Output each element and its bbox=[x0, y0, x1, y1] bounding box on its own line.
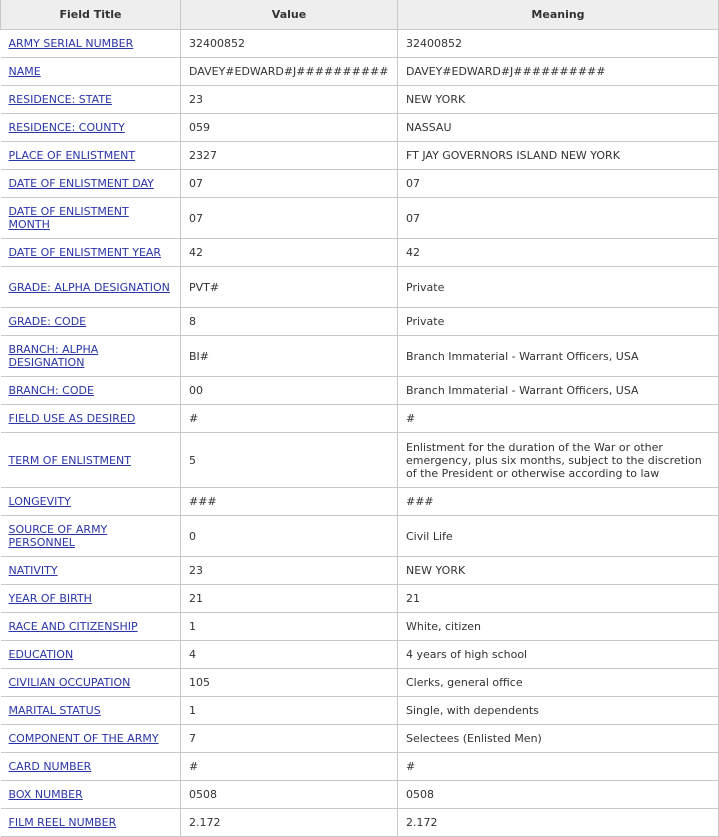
table-row bbox=[1, 557, 719, 585]
table-row bbox=[1, 239, 719, 267]
meaning-cell: # bbox=[398, 405, 719, 433]
table-row bbox=[1, 377, 719, 405]
value-cell: PVT# bbox=[181, 267, 398, 308]
field-title-link[interactable]: FIELD USE AS DESIRED bbox=[8, 412, 136, 425]
field-title-cell bbox=[1, 809, 181, 837]
table-row bbox=[1, 336, 719, 377]
meaning-cell: Civil Life bbox=[398, 516, 719, 557]
table-row bbox=[1, 585, 719, 613]
field-title-cell bbox=[1, 308, 181, 336]
field-title-cell bbox=[1, 86, 181, 114]
table-row bbox=[1, 488, 719, 516]
field-title-link[interactable]: DATE OF ENLISTMENT DAY bbox=[8, 177, 154, 190]
meaning-cell: # bbox=[398, 753, 719, 781]
meaning-cell: FT JAY GOVERNORS ISLAND NEW YORK bbox=[398, 142, 719, 170]
field-title-cell bbox=[1, 516, 181, 557]
table-row bbox=[1, 58, 719, 86]
value-cell: BI# bbox=[181, 336, 398, 377]
value-cell: 07 bbox=[181, 170, 398, 198]
value-cell: 7 bbox=[181, 725, 398, 753]
field-title-cell bbox=[1, 30, 181, 58]
field-title-cell bbox=[1, 488, 181, 516]
field-title-link[interactable]: DATE OF ENLISTMENT YEAR bbox=[8, 246, 162, 259]
field-title-link[interactable]: EDUCATION bbox=[8, 648, 74, 661]
table-row bbox=[1, 30, 719, 58]
value-cell: 23 bbox=[181, 86, 398, 114]
field-title-cell bbox=[1, 725, 181, 753]
table-row bbox=[1, 433, 719, 488]
table-row bbox=[1, 267, 719, 308]
field-title-cell bbox=[1, 557, 181, 585]
field-title-cell bbox=[1, 433, 181, 488]
meaning-cell: NEW YORK bbox=[398, 557, 719, 585]
value-cell: 32400852 bbox=[181, 30, 398, 58]
value-cell: 2.172 bbox=[181, 809, 398, 837]
field-title-link[interactable]: CIVILIAN OCCUPATION bbox=[8, 676, 131, 689]
table-row bbox=[1, 86, 719, 114]
field-title-link[interactable]: BOX NUMBER bbox=[8, 788, 83, 801]
field-title-link[interactable]: PLACE OF ENLISTMENT bbox=[8, 149, 136, 162]
field-title-cell bbox=[1, 697, 181, 725]
value-cell: 0 bbox=[181, 516, 398, 557]
meaning-cell: Branch Immaterial - Warrant Officers, USA bbox=[398, 336, 719, 377]
field-title-link[interactable]: SOURCE OF ARMY PERSONNEL bbox=[8, 523, 108, 549]
meaning-cell: 07 bbox=[398, 170, 719, 198]
field-title-link[interactable]: NAME bbox=[8, 65, 41, 78]
field-title-cell bbox=[1, 753, 181, 781]
meaning-cell: White, citizen bbox=[398, 613, 719, 641]
table-row bbox=[1, 516, 719, 557]
meaning-cell: 0508 bbox=[398, 781, 719, 809]
value-cell: 1 bbox=[181, 613, 398, 641]
table-row bbox=[1, 753, 719, 781]
field-title-cell bbox=[1, 114, 181, 142]
meaning-cell: NEW YORK bbox=[398, 86, 719, 114]
table-row bbox=[1, 641, 719, 669]
value-cell: 1 bbox=[181, 697, 398, 725]
table-row bbox=[1, 809, 719, 837]
field-title-link[interactable]: RESIDENCE: COUNTY bbox=[8, 121, 125, 134]
field-title-link[interactable]: ARMY SERIAL NUMBER bbox=[8, 37, 134, 50]
table-row bbox=[1, 781, 719, 809]
field-title-link[interactable]: TERM OF ENLISTMENT bbox=[8, 453, 131, 467]
field-title-cell bbox=[1, 405, 181, 433]
table-row bbox=[1, 170, 719, 198]
value-header: Value bbox=[181, 0, 398, 30]
field-title-cell bbox=[1, 267, 181, 308]
table-row bbox=[1, 114, 719, 142]
field-title-cell bbox=[1, 58, 181, 86]
table-row bbox=[1, 725, 719, 753]
field-title-link[interactable]: NATIVITY bbox=[8, 564, 58, 577]
value-cell: 4 bbox=[181, 641, 398, 669]
meaning-cell: Clerks, general office bbox=[398, 669, 719, 697]
field-title-link[interactable]: LONGEVITY bbox=[8, 495, 71, 508]
meaning-cell: DAVEY#EDWARD#J########## bbox=[398, 58, 719, 86]
field-title-link[interactable]: RESIDENCE: STATE bbox=[8, 93, 112, 106]
meaning-cell: Single, with dependents bbox=[398, 697, 719, 725]
meaning-cell: Branch Immaterial - Warrant Officers, USA bbox=[398, 377, 719, 405]
field-title-link[interactable]: CARD NUMBER bbox=[8, 760, 92, 773]
value-cell: 0508 bbox=[181, 781, 398, 809]
field-title-link[interactable]: BRANCH: ALPHA DESIGNATION bbox=[8, 343, 99, 369]
field-title-cell bbox=[1, 585, 181, 613]
field-title-link[interactable]: FILM REEL NUMBER bbox=[8, 816, 117, 829]
field-title-cell bbox=[1, 669, 181, 697]
table-row bbox=[1, 142, 719, 170]
table-row bbox=[1, 697, 719, 725]
value-cell: 07 bbox=[181, 198, 398, 239]
field-title-link[interactable]: GRADE: ALPHA DESIGNATION bbox=[8, 280, 170, 294]
field-title-link[interactable]: COMPONENT OF THE ARMY bbox=[8, 732, 159, 745]
meaning-cell: 07 bbox=[398, 198, 719, 239]
field-title-header: Field Title bbox=[1, 0, 181, 30]
value-cell: 21 bbox=[181, 585, 398, 613]
table-row bbox=[1, 405, 719, 433]
field-title-link[interactable]: YEAR OF BIRTH bbox=[8, 592, 92, 605]
field-title-cell bbox=[1, 377, 181, 405]
field-title-cell bbox=[1, 170, 181, 198]
table-row bbox=[1, 198, 719, 239]
meaning-cell: 4 years of high school bbox=[398, 641, 719, 669]
table-row bbox=[1, 613, 719, 641]
field-title-link[interactable]: RACE AND CITIZENSHIP bbox=[8, 620, 138, 633]
value-cell: 5 bbox=[181, 433, 398, 488]
value-cell: 8 bbox=[181, 308, 398, 336]
meaning-header: Meaning bbox=[398, 0, 719, 30]
value-cell: 00 bbox=[181, 377, 398, 405]
value-cell: 2327 bbox=[181, 142, 398, 170]
field-title-link[interactable]: MARITAL STATUS bbox=[8, 704, 101, 717]
value-cell: # bbox=[181, 405, 398, 433]
field-title-link[interactable]: DATE OF ENLISTMENT MONTH bbox=[8, 205, 129, 231]
meaning-cell: Selectees (Enlisted Men) bbox=[398, 725, 719, 753]
meaning-cell: 2.172 bbox=[398, 809, 719, 837]
value-cell: ### bbox=[181, 488, 398, 516]
value-cell: # bbox=[181, 753, 398, 781]
field-title-cell bbox=[1, 142, 181, 170]
field-title-cell bbox=[1, 336, 181, 377]
meaning-cell: NASSAU bbox=[398, 114, 719, 142]
value-cell: 059 bbox=[181, 114, 398, 142]
meaning-cell: 42 bbox=[398, 239, 719, 267]
field-title-cell bbox=[1, 641, 181, 669]
meaning-cell: Private bbox=[398, 308, 719, 336]
field-title-cell bbox=[1, 198, 181, 239]
value-cell: 105 bbox=[181, 669, 398, 697]
field-title-cell bbox=[1, 781, 181, 809]
table-row bbox=[1, 669, 719, 697]
meaning-cell: 21 bbox=[398, 585, 719, 613]
meaning-cell: ### bbox=[398, 488, 719, 516]
value-cell: 23 bbox=[181, 557, 398, 585]
table-header-row bbox=[1, 0, 719, 30]
meaning-cell: Enlistment for the duration of the War or other emergency, plus six months, subject to the discretion of the President or otherwise according to law bbox=[398, 433, 719, 488]
field-title-cell bbox=[1, 613, 181, 641]
field-title-link[interactable]: GRADE: CODE bbox=[8, 315, 87, 328]
meaning-cell: Private bbox=[398, 267, 719, 308]
table-row bbox=[1, 308, 719, 336]
value-cell: 42 bbox=[181, 239, 398, 267]
field-title-link[interactable]: BRANCH: CODE bbox=[8, 384, 94, 397]
meaning-cell: 32400852 bbox=[398, 30, 719, 58]
field-title-cell bbox=[1, 239, 181, 267]
value-cell: DAVEY#EDWARD#J########## bbox=[181, 58, 398, 86]
